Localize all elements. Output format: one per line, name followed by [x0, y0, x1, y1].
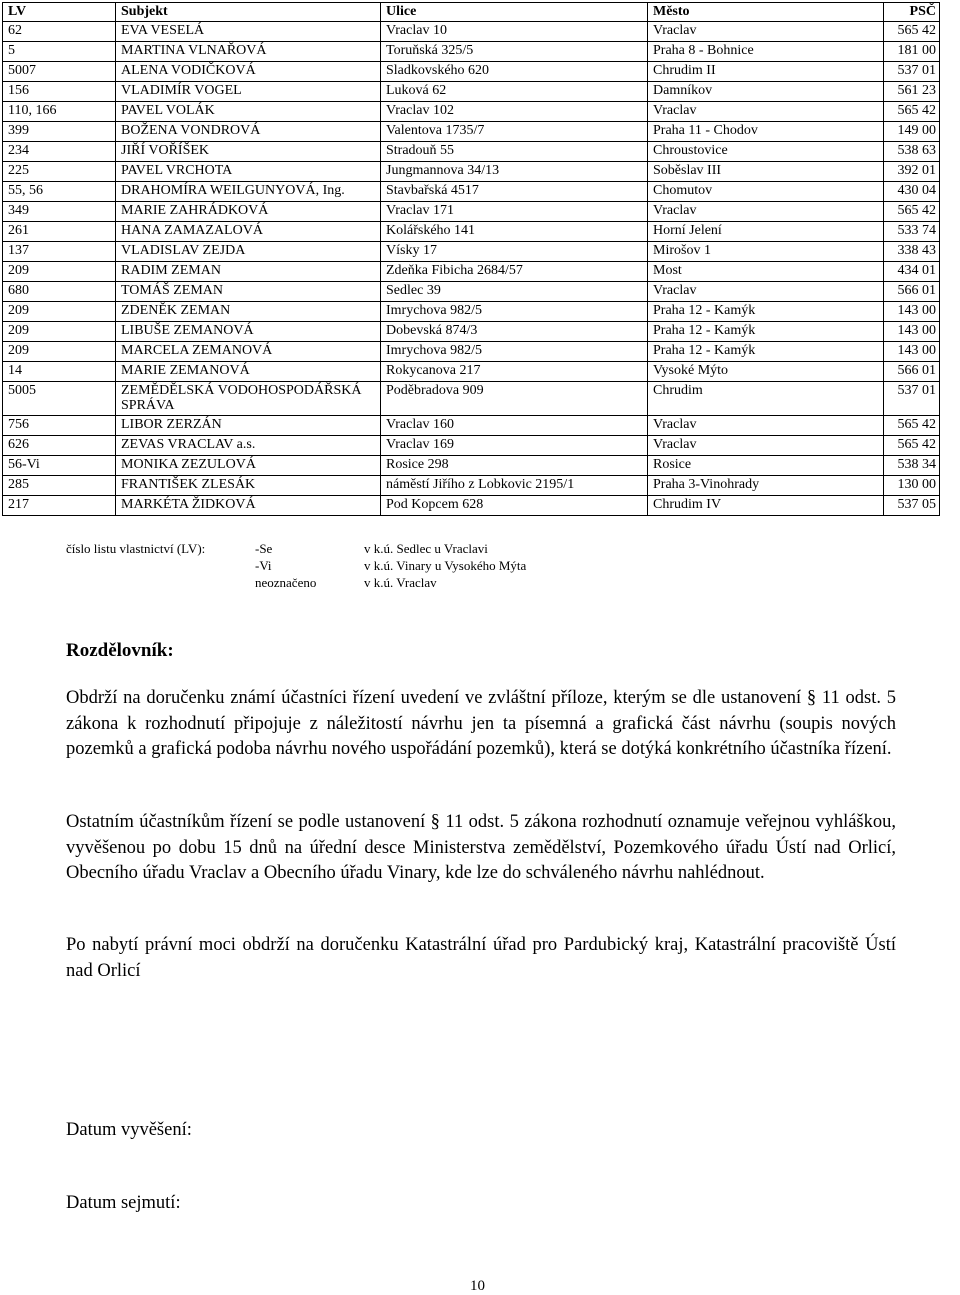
cell-ulice: Imrychova 982/5	[381, 342, 648, 362]
cell-psc: 566 01	[884, 282, 940, 302]
cell-psc: 430 04	[884, 182, 940, 202]
cell-subjekt: MONIKA ZEZULOVÁ	[116, 456, 381, 476]
cell-psc: 538 34	[884, 456, 940, 476]
cell-ulice: Dobevská 874/3	[381, 322, 648, 342]
cell-psc: 566 01	[884, 362, 940, 382]
table-row	[3, 322, 940, 342]
cell-ulice: Rosice 298	[381, 456, 648, 476]
cell-mesto: Chrudim	[648, 382, 884, 416]
table-row	[3, 382, 940, 416]
cell-mesto: Chroustovice	[648, 142, 884, 162]
cell-psc: 565 42	[884, 416, 940, 436]
cell-lv: 209	[3, 302, 116, 322]
table-row	[3, 476, 940, 496]
cell-ulice: Vraclav 102	[381, 102, 648, 122]
rozdelovnik-paragraph-2: Ostatním účastníkům řízení se podle ustanovení § 11 odst. 5 zákona rozhodnutí oznamuje veřejnou vyhláškou, vyvěšenou po dobu 15 dnů na úřední desce Ministerstva zemědělství, Pozemkového úřadu Ústí nad Orlicí, Obecního úřadu Vraclav a Obecního úřadu Vinary, kde lze do schváleného návrhu nahlédnout.	[66, 812, 896, 883]
cell-subjekt: MARTINA VLNAŘOVÁ	[116, 42, 381, 62]
cell-psc: 392 01	[884, 162, 940, 182]
cell-ulice: Stavbařská 4517	[381, 182, 648, 202]
cell-subjekt: VLADISLAV ZEJDA	[116, 242, 381, 262]
cell-subjekt: MARCELA ZEMANOVÁ	[116, 342, 381, 362]
table-row	[3, 142, 940, 162]
cell-psc: 338 43	[884, 242, 940, 262]
table-row	[3, 182, 940, 202]
table-row	[3, 302, 940, 322]
cell-mesto: Horní Jelení	[648, 222, 884, 242]
cell-psc: 537 01	[884, 382, 940, 416]
cell-ulice: Vraclav 169	[381, 436, 648, 456]
cell-psc: 537 05	[884, 496, 940, 516]
cell-mesto: Soběslav III	[648, 162, 884, 182]
cell-subjekt: MARIE ZAHRÁDKOVÁ	[116, 202, 381, 222]
table-row	[3, 242, 940, 262]
cell-mesto: Chrudim II	[648, 62, 884, 82]
table-row	[3, 222, 940, 242]
cell-ulice: Vraclav 160	[381, 416, 648, 436]
cell-lv: 110, 166	[3, 102, 116, 122]
cell-mesto: Rosice	[648, 456, 884, 476]
cell-psc: 434 01	[884, 262, 940, 282]
table-row	[3, 122, 940, 142]
cell-mesto: Vraclav	[648, 102, 884, 122]
page-number: 10	[470, 1278, 485, 1294]
datum-vyveseni: Datum vyvěšení:	[66, 1120, 192, 1140]
cell-subjekt: MARKÉTA ŽIDKOVÁ	[116, 496, 381, 516]
cell-subjekt: ZEVAS VRACLAV a.s.	[116, 436, 381, 456]
cell-ulice: Stradouň 55	[381, 142, 648, 162]
cell-mesto: Praha 12 - Kamýk	[648, 302, 884, 322]
cell-lv: 217	[3, 496, 116, 516]
datum-sejmuti: Datum sejmutí:	[66, 1193, 181, 1213]
table-header-row	[3, 3, 940, 22]
cell-lv: 234	[3, 142, 116, 162]
cell-mesto: Vraclav	[648, 282, 884, 302]
cell-subjekt: EVA VESELÁ	[116, 22, 381, 42]
cell-mesto: Vraclav	[648, 202, 884, 222]
cell-subjekt: LIBUŠE ZEMANOVÁ	[116, 322, 381, 342]
cell-lv: 55, 56	[3, 182, 116, 202]
table-row	[3, 282, 940, 302]
cell-psc: 143 00	[884, 322, 940, 342]
rozdelovnik-heading: Rozdělovník:	[66, 640, 174, 661]
header-subjekt: Subjekt	[116, 3, 381, 22]
cell-lv: 261	[3, 222, 116, 242]
cell-subjekt: BOŽENA VONDROVÁ	[116, 122, 381, 142]
rozdelovnik-paragraph-3: Po nabytí právní moci obdrží na doručenku Katastrální úřad pro Pardubický kraj, Katastrální pracoviště Ústí nad Orlicí	[66, 935, 896, 981]
cell-mesto: Most	[648, 262, 884, 282]
cell-subjekt: VLADIMÍR VOGEL	[116, 82, 381, 102]
cell-psc: 130 00	[884, 476, 940, 496]
cell-ulice: Luková 62	[381, 82, 648, 102]
cell-subjekt: RADIM ZEMAN	[116, 262, 381, 282]
cell-ulice: Sedlec 39	[381, 282, 648, 302]
header-mesto: Město	[648, 3, 884, 22]
cell-subjekt: PAVEL VOLÁK	[116, 102, 381, 122]
table-row	[3, 362, 940, 382]
cell-ulice: Imrychova 982/5	[381, 302, 648, 322]
table-row	[3, 62, 940, 82]
table-row	[3, 42, 940, 62]
legend-label: číslo listu vlastnictví (LV):	[66, 541, 206, 556]
cell-subjekt: LIBOR ZERZÁN	[116, 416, 381, 436]
table-row	[3, 82, 940, 102]
cell-mesto: Chrudim IV	[648, 496, 884, 516]
cell-ulice: náměstí Jiřího z Lobkovic 2195/1	[381, 476, 648, 496]
cell-lv: 225	[3, 162, 116, 182]
cell-lv: 209	[3, 322, 116, 342]
cell-mesto: Praha 11 - Chodov	[648, 122, 884, 142]
cell-mesto: Damníkov	[648, 82, 884, 102]
cell-ulice: Valentova 1735/7	[381, 122, 648, 142]
cell-psc: 143 00	[884, 302, 940, 322]
rozdelovnik-paragraph-1: Obdrží na doručenku známí účastníci řízení uvedení ve zvláštní příloze, kterým se dle ustanovení § 11 odst. 5 zákona k rozhodnutí připojuje z náležitostí návrhu jen ta písemná a grafická část návrhu (soupis nových pozemků a grafická podoba návrhu nového uspořádání pozemků), která se dotýká konkrétního účastníka řízení.	[66, 688, 896, 759]
table-row	[3, 202, 940, 222]
cell-psc: 143 00	[884, 342, 940, 362]
header-lv: LV	[3, 3, 116, 22]
legend-desc: v k.ú. Sedlec u Vraclavi	[364, 541, 488, 556]
cell-subjekt: ZEMĚDĚLSKÁ VODOHOSPODÁŘSKÁ SPRÁVA	[116, 382, 381, 416]
cell-subjekt: PAVEL VRCHOTA	[116, 162, 381, 182]
owners-table	[2, 2, 940, 516]
cell-lv: 137	[3, 242, 116, 262]
cell-psc: 565 42	[884, 22, 940, 42]
cell-lv: 209	[3, 262, 116, 282]
cell-lv: 285	[3, 476, 116, 496]
cell-ulice: Zdeňka Fibicha 2684/57	[381, 262, 648, 282]
legend-code: neoznačeno	[255, 575, 317, 590]
header-ulice: Ulice	[381, 3, 648, 22]
cell-lv: 399	[3, 122, 116, 142]
header-psc: PSČ	[884, 3, 940, 22]
cell-mesto: Praha 3-Vinohrady	[648, 476, 884, 496]
cell-psc: 561 23	[884, 82, 940, 102]
cell-mesto: Mirošov 1	[648, 242, 884, 262]
cell-lv: 5	[3, 42, 116, 62]
table-row	[3, 262, 940, 282]
cell-ulice: Rokycanova 217	[381, 362, 648, 382]
cell-ulice: Jungmannova 34/13	[381, 162, 648, 182]
cell-mesto: Vraclav	[648, 436, 884, 456]
cell-subjekt: DRAHOMÍRA WEILGUNYOVÁ, Ing.	[116, 182, 381, 202]
cell-ulice: Pod Kopcem 628	[381, 496, 648, 516]
legend-desc: v k.ú. Vraclav	[364, 575, 437, 590]
table-row	[3, 22, 940, 42]
table-row	[3, 102, 940, 122]
cell-subjekt: ZDENĚK ZEMAN	[116, 302, 381, 322]
cell-psc: 565 42	[884, 436, 940, 456]
cell-psc: 181 00	[884, 42, 940, 62]
cell-lv: 62	[3, 22, 116, 42]
cell-lv: 209	[3, 342, 116, 362]
cell-subjekt: JIŘÍ VOŘÍŠEK	[116, 142, 381, 162]
cell-lv: 349	[3, 202, 116, 222]
cell-lv: 56-Vi	[3, 456, 116, 476]
cell-lv: 156	[3, 82, 116, 102]
cell-mesto: Chomutov	[648, 182, 884, 202]
cell-ulice: Vísky 17	[381, 242, 648, 262]
cell-subjekt: HANA ZAMAZALOVÁ	[116, 222, 381, 242]
cell-lv: 5007	[3, 62, 116, 82]
cell-ulice: Sladkovského 620	[381, 62, 648, 82]
table-row	[3, 496, 940, 516]
cell-mesto: Praha 8 - Bohnice	[648, 42, 884, 62]
cell-psc: 149 00	[884, 122, 940, 142]
table-row	[3, 162, 940, 182]
cell-psc: 533 74	[884, 222, 940, 242]
cell-lv: 756	[3, 416, 116, 436]
cell-ulice: Toruňská 325/5	[381, 42, 648, 62]
cell-subjekt: TOMÁŠ ZEMAN	[116, 282, 381, 302]
table-row	[3, 416, 940, 436]
table-row	[3, 456, 940, 476]
legend-code: -Se	[255, 541, 273, 556]
table-row	[3, 342, 940, 362]
table-row	[3, 436, 940, 456]
cell-subjekt: ALENA VODIČKOVÁ	[116, 62, 381, 82]
cell-mesto: Vraclav	[648, 416, 884, 436]
cell-psc: 538 63	[884, 142, 940, 162]
cell-psc: 565 42	[884, 102, 940, 122]
legend-code: -Vi	[255, 558, 272, 573]
cell-mesto: Praha 12 - Kamýk	[648, 342, 884, 362]
cell-subjekt: MARIE ZEMANOVÁ	[116, 362, 381, 382]
cell-lv: 626	[3, 436, 116, 456]
cell-ulice: Vraclav 171	[381, 202, 648, 222]
cell-ulice: Kolářského 141	[381, 222, 648, 242]
cell-mesto: Vysoké Mýto	[648, 362, 884, 382]
cell-mesto: Vraclav	[648, 22, 884, 42]
cell-psc: 537 01	[884, 62, 940, 82]
legend-desc: v k.ú. Vinary u Vysokého Mýta	[364, 558, 527, 573]
cell-lv: 680	[3, 282, 116, 302]
cell-subjekt: FRANTIŠEK ZLESÁK	[116, 476, 381, 496]
cell-ulice: Vraclav 10	[381, 22, 648, 42]
cell-mesto: Praha 12 - Kamýk	[648, 322, 884, 342]
cell-lv: 5005	[3, 382, 116, 416]
cell-psc: 565 42	[884, 202, 940, 222]
cell-ulice: Poděbradova 909	[381, 382, 648, 416]
cell-lv: 14	[3, 362, 116, 382]
